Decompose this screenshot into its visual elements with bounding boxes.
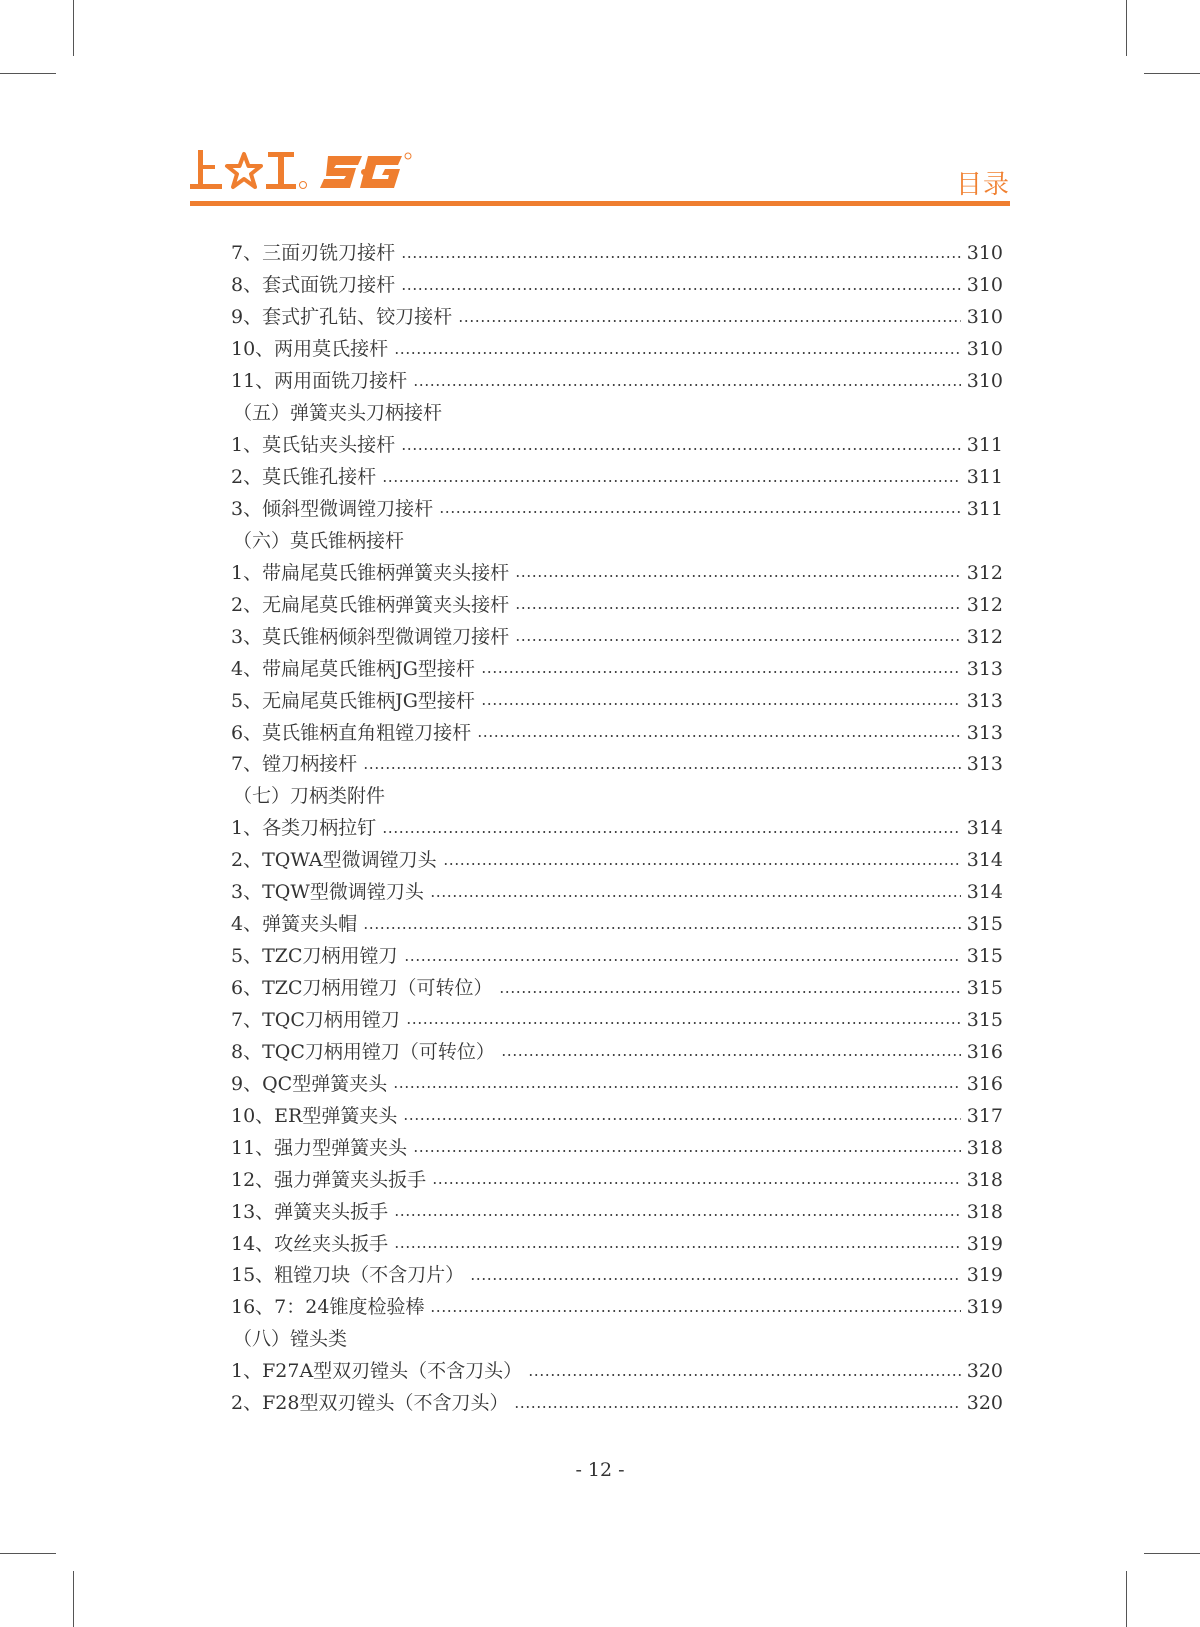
header-rule: [190, 201, 1010, 206]
crop-mark: [0, 73, 56, 74]
page-number: - 12 -: [575, 1459, 625, 1481]
toc-entry-page: 317: [966, 1104, 1003, 1127]
dot-leader: [432, 1182, 961, 1184]
toc-entry-label: 5、TZC刀柄用镗刀: [231, 945, 398, 968]
toc-entry-label: （五）弹簧夹头刀柄接杆: [233, 402, 443, 425]
dot-leader: [382, 480, 961, 482]
toc-entry-page: 316: [966, 1040, 1003, 1063]
toc-entry-page: 318: [966, 1168, 1003, 1191]
toc-entry[interactable]: [231, 366, 1003, 398]
dot-leader: [430, 895, 961, 897]
toc-entry[interactable]: [231, 1036, 1003, 1068]
dot-leader: [404, 959, 961, 961]
toc-entry[interactable]: [231, 1100, 1003, 1132]
page-title: 目录: [955, 170, 1010, 200]
toc-entry-page: 315: [966, 945, 1003, 968]
toc-list: [231, 238, 1003, 1420]
toc-section-heading: [231, 1324, 1003, 1356]
dot-leader: [499, 991, 961, 993]
dot-leader: [439, 511, 961, 513]
toc-entry-label: 2、无扁尾莫氏锥柄弹簧夹头接杆: [231, 593, 510, 616]
toc-entry-page: 311: [966, 434, 1003, 457]
toc-entry-label: 14、攻丝夹头扳手: [231, 1232, 389, 1255]
toc-entry-label: 3、倾斜型微调镗刀接杆: [231, 497, 434, 520]
toc-section-heading: [231, 398, 1003, 430]
dot-leader: [394, 1214, 961, 1216]
toc-entry[interactable]: [231, 813, 1003, 845]
toc-entry[interactable]: [231, 1260, 1003, 1292]
toc-entry[interactable]: [231, 1228, 1003, 1260]
toc-entry-label: 4、弹簧夹头帽: [231, 913, 358, 936]
dot-leader: [430, 1310, 960, 1312]
toc-entry[interactable]: [231, 270, 1003, 302]
toc-entry[interactable]: [231, 749, 1003, 781]
dot-leader: [501, 1054, 961, 1056]
company-logo: [190, 148, 430, 192]
toc-entry-label: 16、7：24锥度检验棒: [231, 1296, 425, 1319]
toc-entry-page: 312: [966, 593, 1003, 616]
toc-entry-page: 318: [966, 1136, 1003, 1159]
toc-entry[interactable]: [231, 1132, 1003, 1164]
toc-entry-label: 12、强力弹簧夹头扳手: [231, 1168, 427, 1191]
toc-entry[interactable]: [231, 1005, 1003, 1037]
toc-entry-label: 8、TQC刀柄用镗刀（可转位）: [231, 1040, 495, 1063]
toc-entry-label: 3、莫氏锥柄倾斜型微调镗刀接杆: [231, 625, 510, 648]
dot-leader: [413, 1150, 961, 1152]
toc-entry[interactable]: [231, 302, 1003, 334]
toc-entry[interactable]: [231, 653, 1003, 685]
toc-entry-label: 9、套式扩孔钻、铰刀接杆: [231, 306, 453, 329]
toc-entry-page: 319: [966, 1296, 1003, 1319]
dot-leader: [481, 671, 961, 673]
dot-leader: [394, 1246, 961, 1248]
toc-entry[interactable]: [231, 685, 1003, 717]
dot-leader: [401, 448, 961, 450]
toc-entry-page: 311: [966, 466, 1003, 489]
toc-entry[interactable]: [231, 1068, 1003, 1100]
toc-entry-page: 320: [966, 1392, 1003, 1415]
toc-entry-page: 320: [966, 1360, 1003, 1383]
dot-leader: [393, 1086, 961, 1088]
dot-leader: [363, 767, 961, 769]
toc-entry-page: 310: [966, 242, 1003, 265]
toc-entry-label: （八）镗头类: [233, 1328, 348, 1351]
toc-entry-page: 315: [966, 913, 1003, 936]
toc-section-heading: [231, 525, 1003, 557]
dot-leader: [401, 256, 961, 258]
toc-entry[interactable]: [231, 1292, 1003, 1324]
crop-mark: [1144, 1553, 1200, 1554]
toc-entry-page: 310: [966, 338, 1003, 361]
dot-leader: [394, 352, 961, 354]
toc-entry-page: 310: [966, 274, 1003, 297]
crop-mark: [0, 1553, 56, 1554]
toc-entry-label: 7、三面刃铣刀接杆: [231, 242, 396, 265]
toc-entry-label: 8、套式面铣刀接杆: [231, 274, 396, 297]
toc-entry-label: 10、两用莫氏接杆: [231, 338, 389, 361]
dot-leader: [413, 384, 961, 386]
toc-section-heading: [231, 781, 1003, 813]
toc-entry-label: 1、各类刀柄拉钉: [231, 817, 377, 840]
toc-entry-label: 1、带扁尾莫氏锥柄弹簧夹头接杆: [231, 561, 510, 584]
toc-entry-page: 316: [966, 1072, 1003, 1095]
toc-entry[interactable]: [231, 1196, 1003, 1228]
toc-entry-page: 313: [966, 689, 1003, 712]
dot-leader: [458, 320, 961, 322]
crop-mark: [1144, 73, 1200, 74]
toc-entry[interactable]: [231, 589, 1003, 621]
toc-entry[interactable]: [231, 238, 1003, 270]
toc-entry[interactable]: [231, 877, 1003, 909]
toc-entry[interactable]: [231, 717, 1003, 749]
toc-entry-page: 310: [966, 306, 1003, 329]
toc-entry-page: 314: [966, 849, 1003, 872]
toc-entry[interactable]: [231, 334, 1003, 366]
crop-mark: [1126, 1571, 1127, 1627]
toc-entry[interactable]: [231, 845, 1003, 877]
toc-entry-label: 7、镗刀柄接杆: [231, 753, 358, 776]
toc-entry-label: 4、带扁尾莫氏锥柄JG型接杆: [231, 657, 475, 680]
toc-entry-label: 6、TZC刀柄用镗刀（可转位）: [231, 977, 493, 1000]
crop-mark: [73, 1571, 74, 1627]
toc-entry-page: 314: [966, 817, 1003, 840]
toc-entry-label: 10、ER型弹簧夹头: [231, 1104, 398, 1127]
toc-entry-label: 11、强力型弹簧夹头: [231, 1136, 408, 1159]
toc-entry-page: 318: [966, 1200, 1003, 1223]
toc-entry[interactable]: [231, 909, 1003, 941]
toc-entry[interactable]: [231, 557, 1003, 589]
dot-leader: [481, 703, 961, 705]
toc-entry-label: 6、莫氏锥柄直角粗镗刀接杆: [231, 721, 472, 744]
toc-entry-page: 319: [966, 1264, 1003, 1287]
toc-entry[interactable]: [231, 430, 1003, 462]
toc-entry-page: 315: [966, 1008, 1003, 1031]
toc-entry-page: 310: [966, 370, 1003, 393]
dot-leader: [443, 863, 961, 865]
dot-leader: [515, 639, 961, 641]
toc-entry[interactable]: [231, 941, 1003, 973]
toc-entry-page: 314: [966, 881, 1003, 904]
toc-entry-label: 2、F28型双刃镗头（不含刀头）: [231, 1392, 509, 1415]
dot-leader: [477, 735, 961, 737]
page-header: [190, 148, 1010, 198]
toc-entry-page: 313: [966, 657, 1003, 680]
toc-entry-label: 7、TQC刀柄用镗刀: [231, 1008, 400, 1031]
crop-mark: [73, 0, 74, 56]
toc-entry-label: 3、TQW型微调镗刀头: [231, 881, 424, 904]
toc-entry[interactable]: [231, 494, 1003, 526]
dot-leader: [515, 575, 961, 577]
crop-mark: [1126, 0, 1127, 56]
toc-entry-page: 313: [966, 721, 1003, 744]
toc-entry-label: 11、两用面铣刀接杆: [231, 370, 408, 393]
dot-leader: [528, 1374, 961, 1376]
toc-entry-label: 1、莫氏钻夹头接杆: [231, 434, 396, 457]
toc-entry-label: （六）莫氏锥柄接杆: [233, 529, 405, 552]
dot-leader: [514, 1406, 960, 1408]
toc-entry-label: （七）刀柄类附件: [233, 785, 386, 808]
toc-entry-label: 2、莫氏锥孔接杆: [231, 466, 377, 489]
toc-entry[interactable]: [231, 1164, 1003, 1196]
toc-entry[interactable]: [231, 1388, 1003, 1420]
toc-entry-page: 315: [966, 977, 1003, 1000]
dot-leader: [363, 927, 961, 929]
dot-leader: [382, 831, 961, 833]
dot-leader: [470, 1278, 961, 1280]
toc-entry-label: 2、TQWA型微调镗刀头: [231, 849, 437, 872]
dot-leader: [515, 607, 961, 609]
toc-entry-page: 311: [966, 497, 1003, 520]
toc-entry-label: 15、粗镗刀块（不含刀片）: [231, 1264, 465, 1287]
toc-entry-page: 312: [966, 625, 1003, 648]
toc-entry-page: 319: [966, 1232, 1003, 1255]
toc-entry-page: 312: [966, 561, 1003, 584]
toc-entry[interactable]: [231, 1356, 1003, 1388]
toc-entry-label: 13、弹簧夹头扳手: [231, 1200, 389, 1223]
toc-entry-label: 9、QC型弹簧夹头: [231, 1072, 388, 1095]
dot-leader: [401, 288, 961, 290]
toc-entry[interactable]: [231, 973, 1003, 1005]
toc-entry[interactable]: [231, 621, 1003, 653]
toc-entry[interactable]: [231, 462, 1003, 494]
toc-entry-page: 313: [966, 753, 1003, 776]
toc-entry-label: 1、F27A型双刃镗头（不含刀头）: [231, 1360, 523, 1383]
dot-leader: [406, 1022, 961, 1024]
toc-entry-label: 5、无扁尾莫氏锥柄JG型接杆: [231, 689, 475, 712]
dot-leader: [403, 1118, 960, 1120]
